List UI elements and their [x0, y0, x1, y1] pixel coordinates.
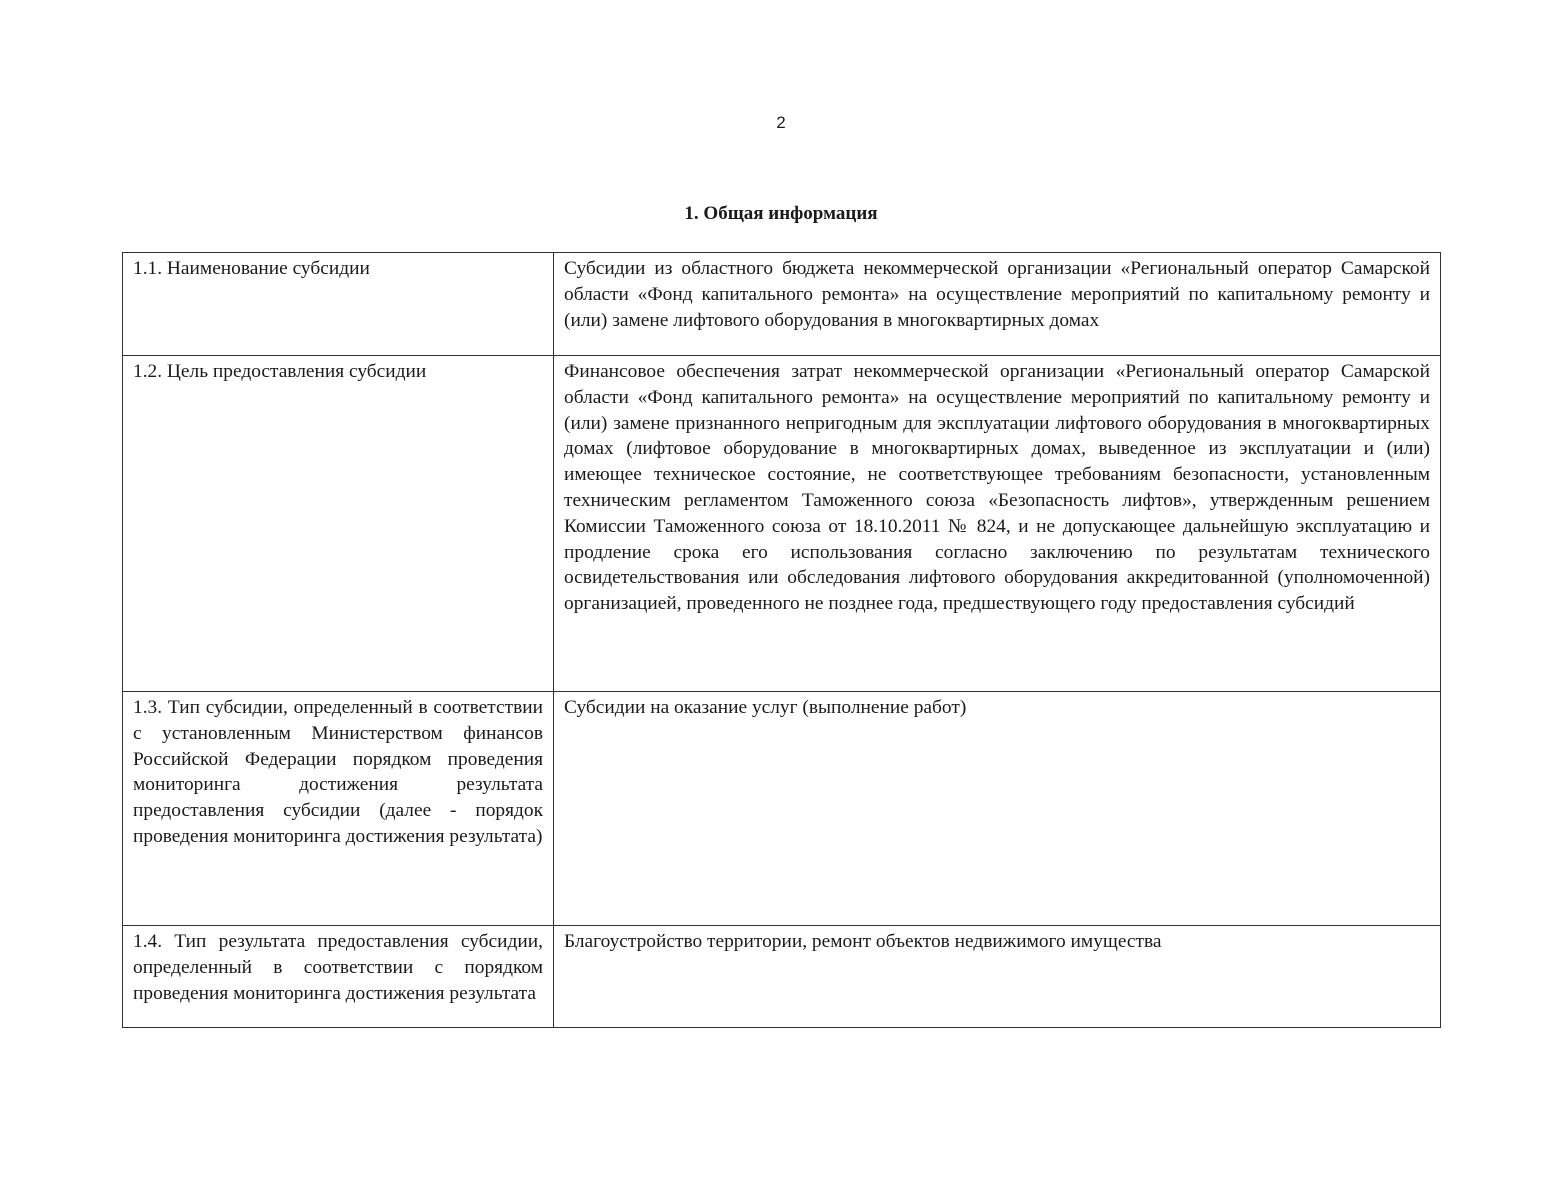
- table-row: [123, 253, 1441, 356]
- row-label: 1.2. Цель предоставления субсидии: [123, 356, 554, 692]
- section-title: 1. Общая информация: [684, 203, 878, 224]
- general-info-table: [122, 252, 1441, 1028]
- row-value: Субсидии из областного бюджета некоммерческой организации «Региональный оператор Самарской области «Фонд капитального ремонта» на осуществление мероприятий по капитальному ремонту и (или) замене лифтового оборудования в многоквартирных домах: [554, 253, 1441, 356]
- page-number: 2: [776, 113, 786, 132]
- row-value: Благоустройство территории, ремонт объектов недвижимого имущества: [554, 926, 1441, 1028]
- row-label: 1.1. Наименование субсидии: [123, 253, 554, 356]
- table-row: [123, 926, 1441, 1028]
- row-label: 1.3. Тип субсидии, определенный в соответствии с установленным Министерством финансов Российской Федерации порядком проведения мониторинга достижения результата предоставления субсидии (далее - порядок проведения мониторинга достижения результата): [123, 692, 554, 926]
- table-row: [123, 356, 1441, 692]
- row-label: 1.4. Тип результата предоставления субсидии, определенный в соответствии с порядком проведения мониторинга достижения результата: [123, 926, 554, 1028]
- table-row: [123, 692, 1441, 926]
- row-value: Финансовое обеспечения затрат некоммерческой организации «Региональный оператор Самарской области «Фонд капитального ремонта» на осуществление мероприятий по капитальному ремонту и (или) замене признанного непригодным для эксплуатации лифтового оборудования в многоквартирных домах (лифтовое оборудование в многоквартирных домах, выведенное из эксплуатации и (или) имеющее техническое состояние, не соответствующее требованиям безопасности, установленным техническим регламентом Таможенного союза «Безопасность лифтов», утвержденным решением Комиссии Таможенного союза от 18.10.2011 № 824, и не допускающее дальнейшую эксплуатацию и продление срока его использования согласно заключению по результатам технического освидетельствования или обследования лифтового оборудования аккредитованной (уполномоченной) организацией, проведенного не позднее года, предшествующего году предоставления субсидий: [554, 356, 1441, 692]
- row-value: Субсидии на оказание услуг (выполнение работ): [554, 692, 1441, 926]
